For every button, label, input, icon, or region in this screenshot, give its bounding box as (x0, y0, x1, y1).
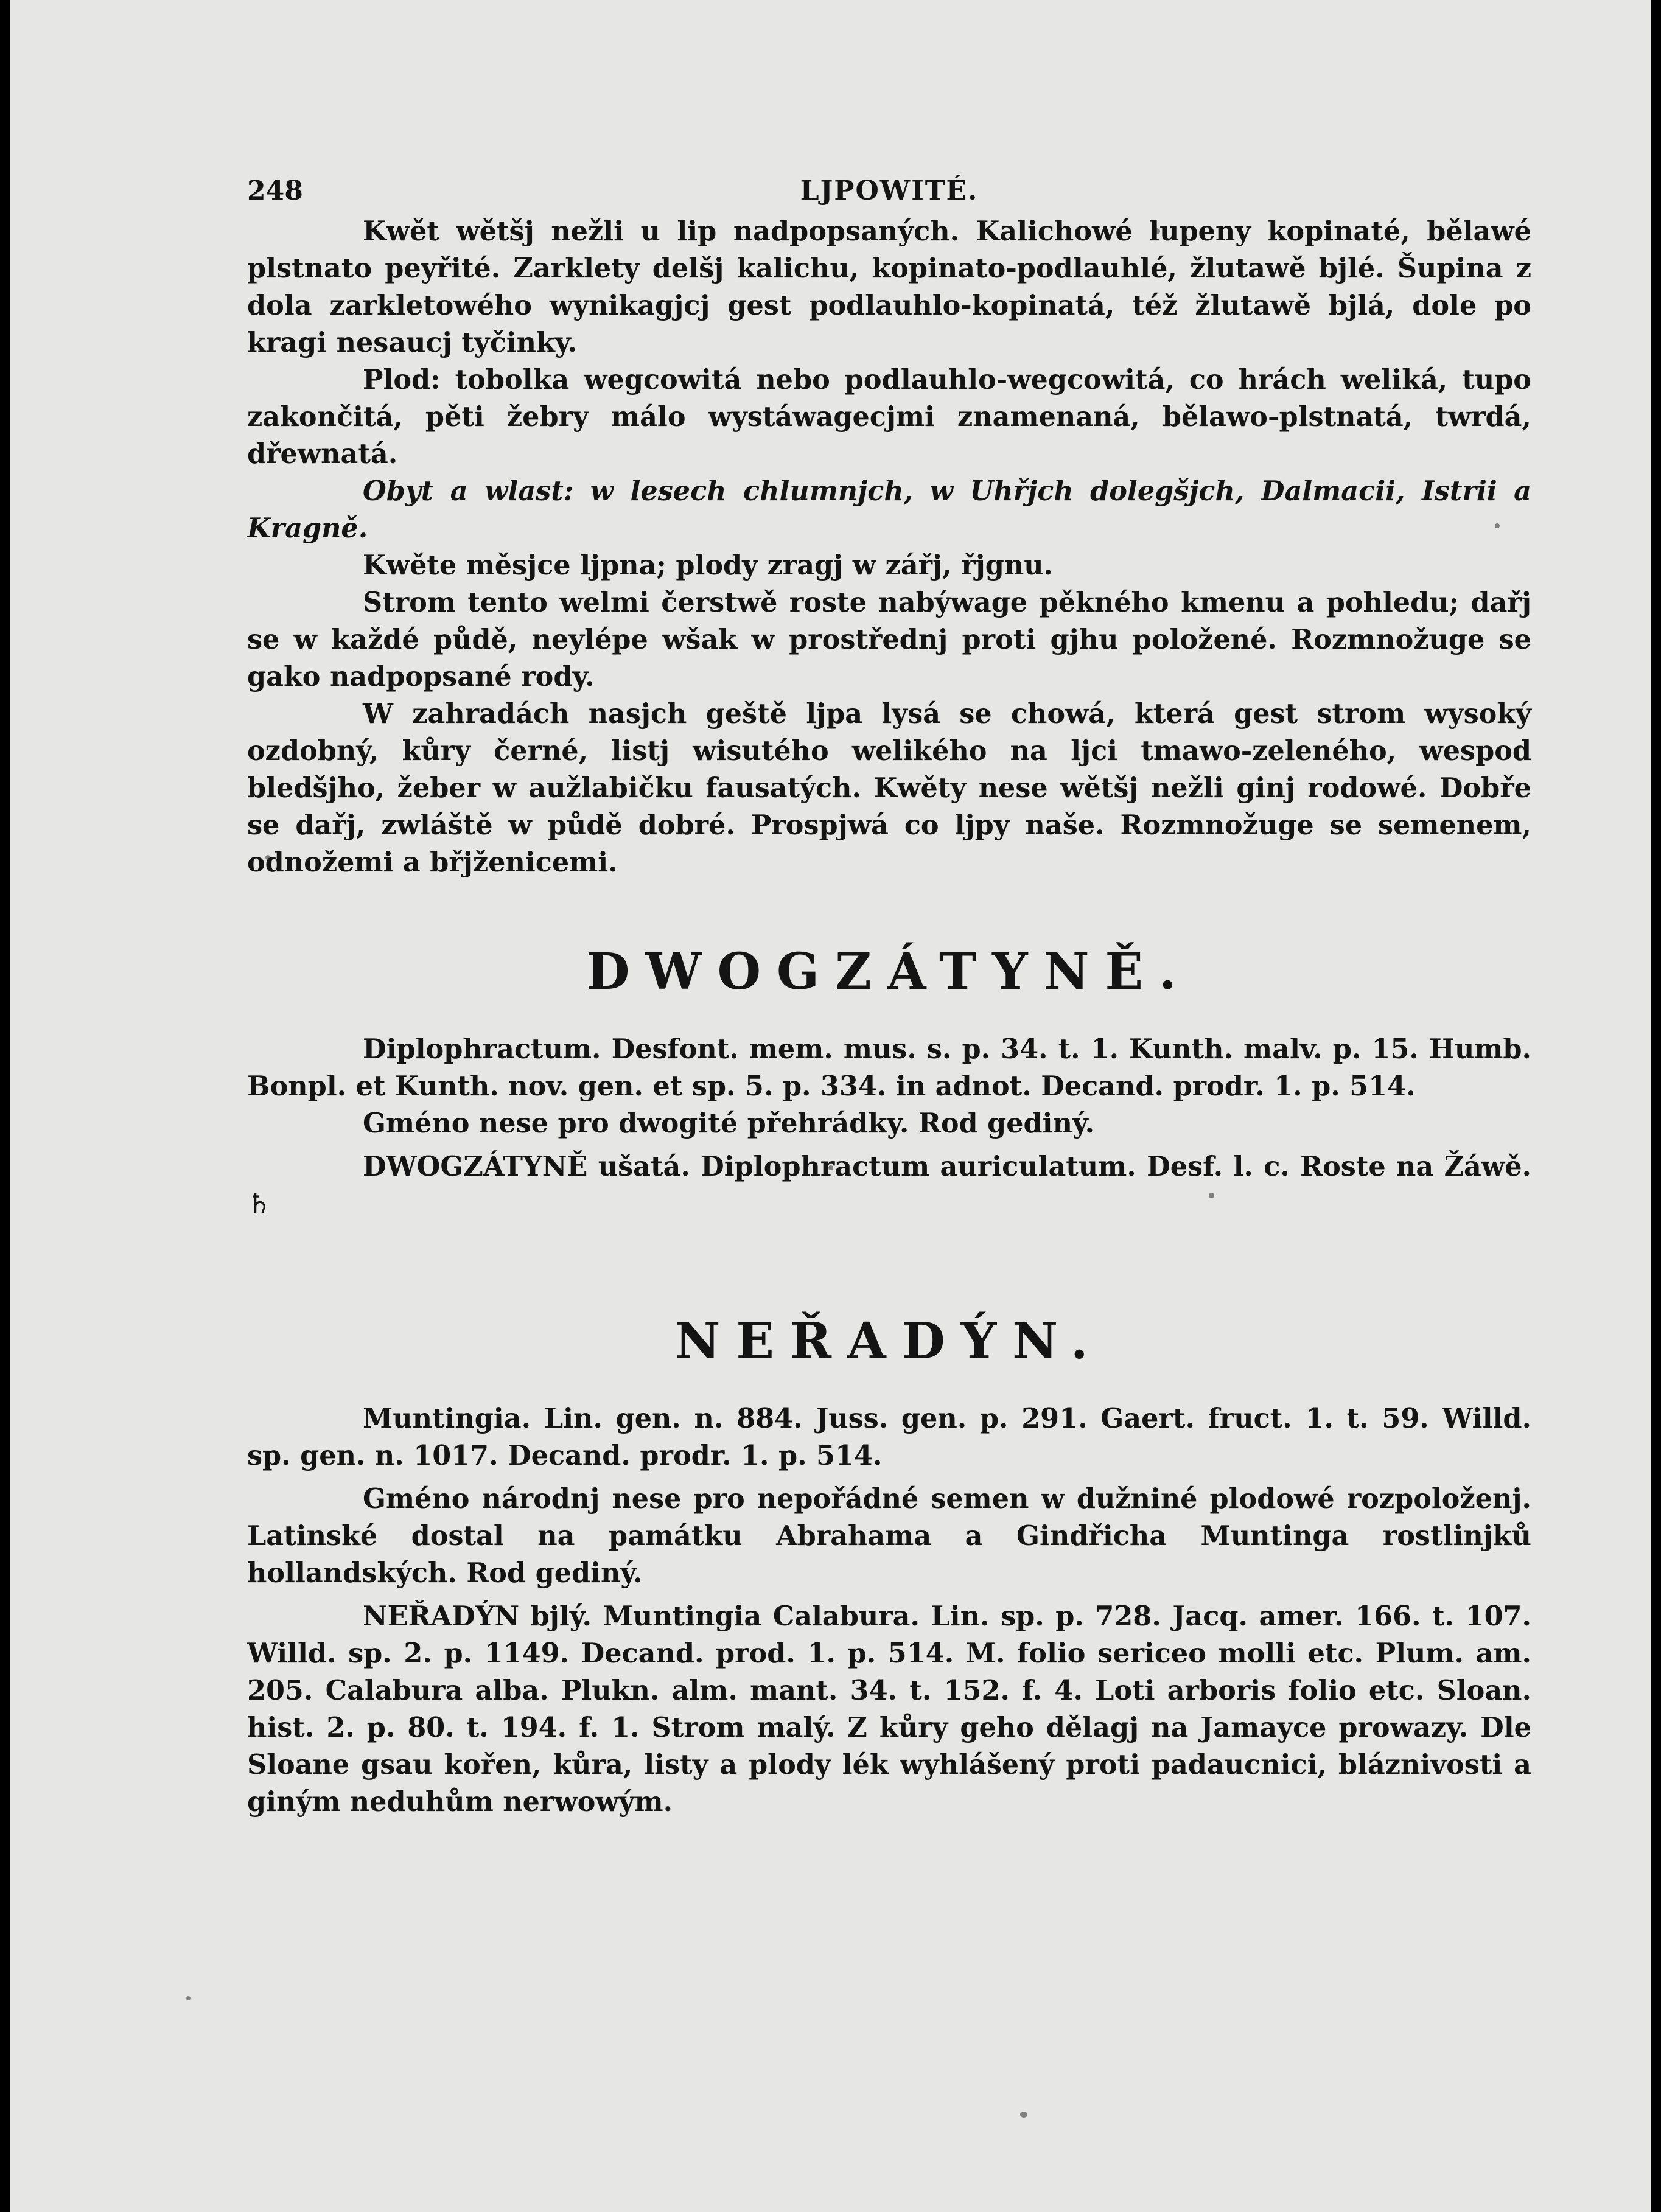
paragraph-growth: Strom tento welmi čerstwě roste nabýwage pěkného kmenu a pohledu; dařj se w každé půdě, neylépe wšak w prostřednj proti gjhu položené. Rozmnožuge se gako nadpopsané rody. (247, 587, 1531, 693)
paragraph-synonymy: Muntingia. Lin. gen. n. 884. Juss. gen. p. 291. Gaert. fruct. 1. t. 59. Willd. sp. gen. n. 1017. Decand. prodr. 1. p. 514. (247, 1403, 1531, 1471)
paragraph-garden-linden: W zahradách nasjch geště ljpa lysá se chowá, která gest strom wysoký ozdobný, kůry černé, listj wisutého welikého na ljci tmawo-zeleného, wespod bledšjho, žeber w aužlabičku fausatých. Kwěty nese wětšj nežli ginj rodowé. Dobře se dařj, zwláště w půdě dobré. Prospjwá co ljpy naše. Rozmnožuge se semenem, odnožemi a břjženicemi. (247, 698, 1531, 878)
paper-speck (1020, 2112, 1027, 2118)
intro-text (247, 213, 1531, 881)
paragraph-flower: Kwět wětšj nežli u lip nadpopsaných. Kalichowé lupeny kopinaté, bělawé plstnato peyřité. Zarklety delšj kalichu, kopinato-podlauhlé, žlutawě bjlé. Šupina z dola zarkletowého wynikagjcj gest podlauhlo-kopinatá, též žlutawě bjlá, dole po kragi nesaucj tyčinky. (247, 215, 1531, 358)
running-title: LJPOWITÉ. (800, 175, 979, 206)
page-number: 248 (247, 175, 303, 206)
paragraph-species: NEŘADÝN bjlý. Muntingia Calabura. Lin. sp. p. 728. Jacq. amer. 166. t. 107. Willd. sp. 2. p. 1149. Decand. prod. 1. p. 514. M. folio sericeo molli etc. Plum. am. 205. Calabura alba. Plukn. alm. mant. 34. t. 152. f. 4. Loti arboris folio etc. Sloan. hist. 2. p. 80. t. 194. f. 1. Strom malý. Z kůry geho dělagj na Jamayce prowazy. Dle Sloane gsau kořen, kůra, listy a plody lék wyhlášený proti padaucnici, bláznivosti a giným neduhům nerwowým. (247, 1600, 1531, 1818)
paragraph-name: Gméno nese pro dwogité přehrádky. Rod gediný. (363, 1108, 1095, 1139)
paragraph-fruit: Plod: tobolka wegcowitá nebo podlauhlo-wegcowitá, co hrách weliká, tupo zakončitá, pěti žebry málo wystáwagecjmi znamenaná, bělawo-plstnatá, twrdá, dřewnatá. (247, 364, 1531, 470)
page-content (247, 164, 1531, 1821)
paragraph-name: Gméno národnj nese pro nepořádné semen w dužniné plodowé rozpoloženj. Latinské dostal na památku Abrahama a Gindřicha Muntinga rostlinjků hollandských. Rod gediný. (247, 1483, 1531, 1589)
section-dwogzatyne (247, 944, 1531, 1223)
paragraph-habitat: Obyt a wlast: w lesech chlumnjch, w Uhřjch dolegšjch, Dalmacii, Istrii a Kragně. (247, 475, 1531, 544)
paragraph-species: DWOGZÁTYNĚ ušatá. Diplophractum auriculatum. Desf. l. c. Roste na Žáwě. ♄ (247, 1151, 1531, 1219)
section-heading: NEŘADÝN. (674, 1312, 1104, 1370)
scanned-page (10, 0, 1651, 2212)
paragraph-synonymy: Diplophractum. Desfont. mem. mus. s. p. 34. t. 1. Kunth. malv. p. 15. Humb. Bonpl. et Kunth. nov. gen. et sp. 5. p. 334. in adnot. Decand. prodr. 1. p. 514. (247, 1033, 1531, 1102)
section-heading: DWOGZÁTYNĚ. (586, 943, 1192, 1001)
section-neradyn (247, 1314, 1531, 1821)
running-head (247, 164, 1531, 213)
paper-speck (186, 1996, 191, 2000)
paragraph-flowering: Kwěte měsjce ljpna; plody zragj w zářj, řjgnu. (363, 550, 1054, 581)
